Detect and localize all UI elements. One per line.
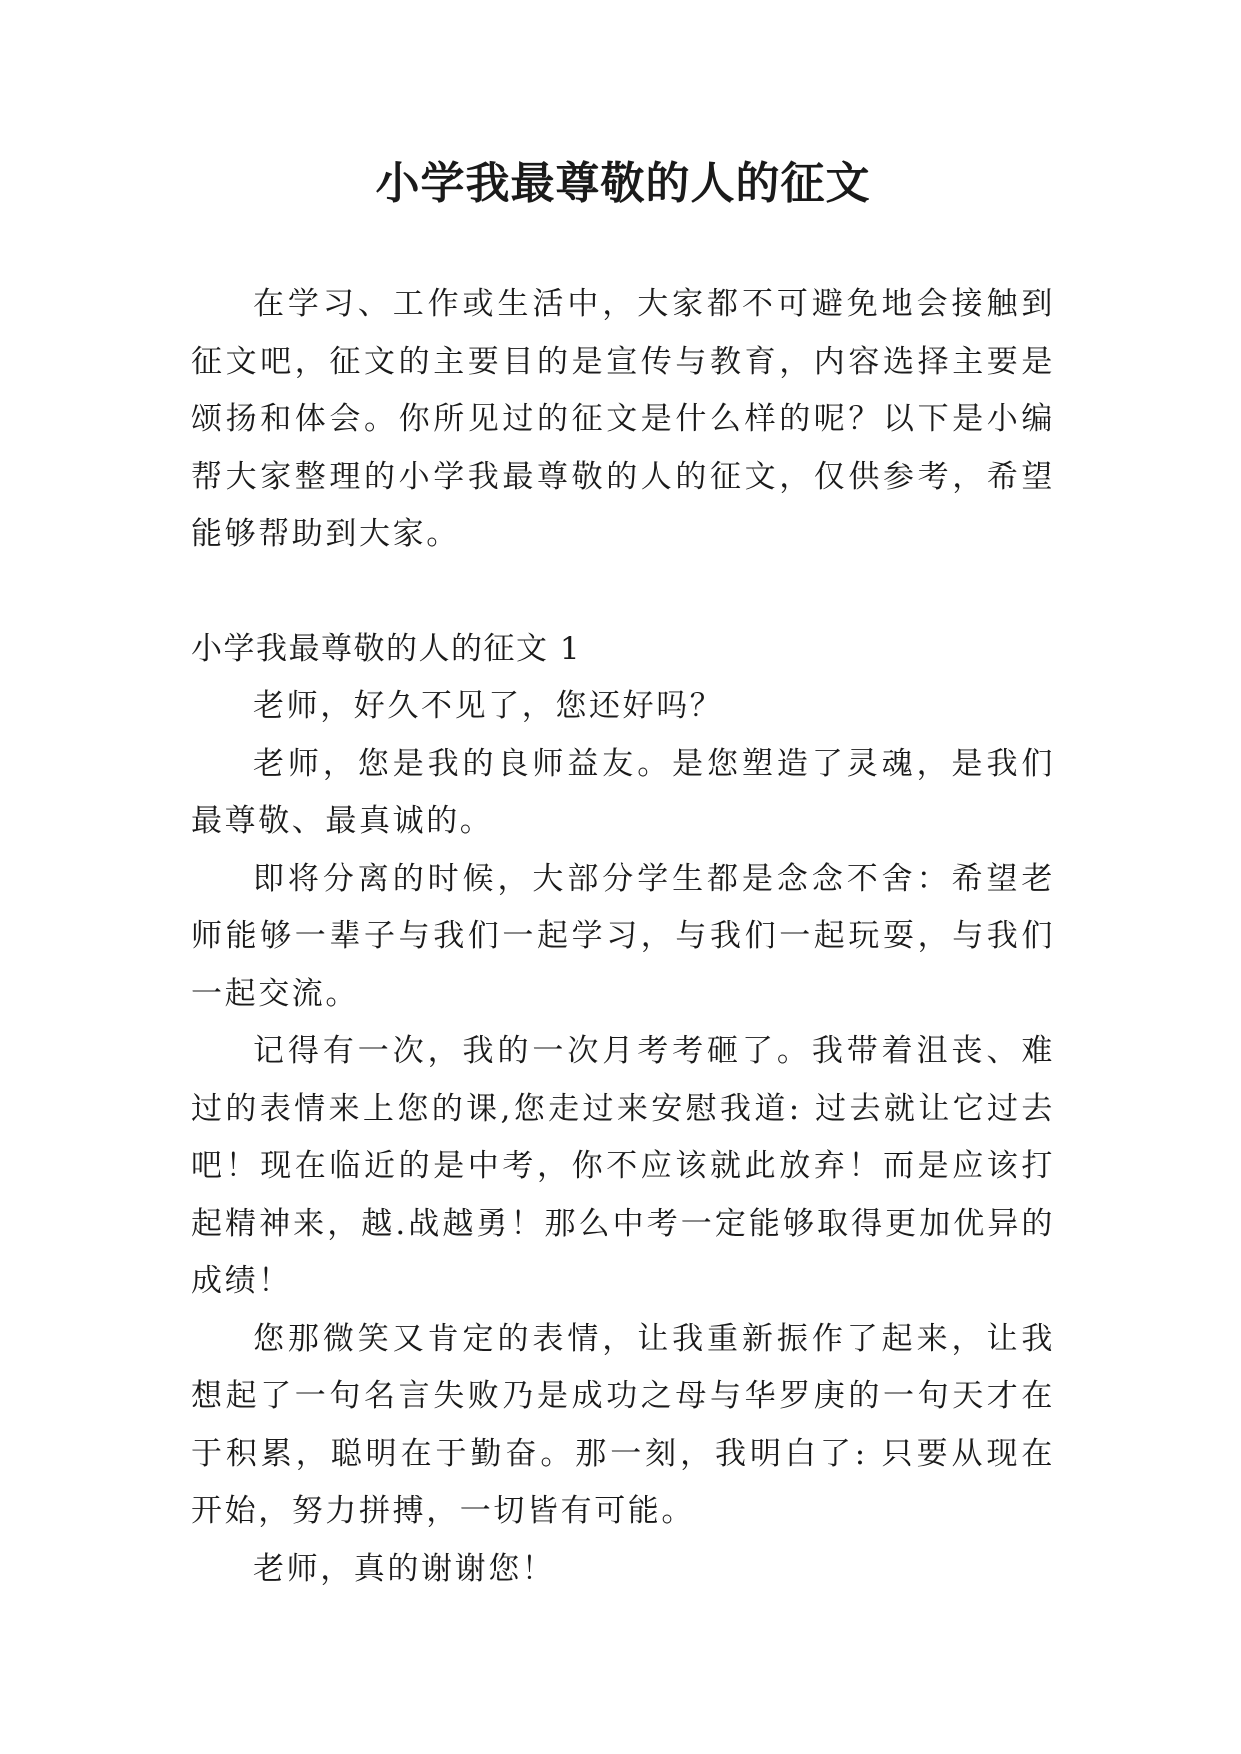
body-paragraph: 记得有一次，我的一次月考考砸了。我带着沮丧、难过的表情来上您的课,您走过来安慰我道: 过去就让它过去吧！现在临近的是中考，你不应该就此放弃！而是应该打起精神来，越.战越勇！那么中考一定能够取得更加优异的成绩！ (191, 1033, 1055, 1299)
section-heading: 小学我最尊敬的人的征文 1 (191, 630, 582, 667)
intro-paragraph: 在学习、工作或生活中，大家都不可避免地会接触到征文吧，征文的主要目的是宣传与教育，内容选择主要是颂扬和体会。你所见过的征文是什么样的呢？以下是小编帮大家整理的小学我最尊敬的人的征文，仅供参考，希望能够帮助到大家。 (191, 286, 1055, 552)
document-body (191, 276, 1055, 1598)
body-paragraph: 即将分离的时候，大部分学生都是念念不舍：希望老师能够一辈子与我们一起学习，与我们一起玩耍，与我们一起交流。 (191, 860, 1055, 1012)
body-paragraph: 您那微笑又肯定的表情，让我重新振作了起来，让我想起了一句名言失败乃是成功之母与华罗庚的一句天才在于积累，聪明在于勤奋。那一刻，我明白了: 只要从现在开始，努力拼搏，一切皆有可能。 (191, 1320, 1055, 1529)
document-title: 小学我最尊敬的人的征文 (375, 158, 871, 209)
body-paragraph: 老师，真的谢谢您！ (253, 1550, 556, 1587)
body-paragraph: 老师，好久不见了，您还好吗？ (253, 688, 724, 724)
paragraph-spacer (191, 564, 1055, 621)
body-paragraph: 老师，您是我的良师益友。是您塑造了灵魂，是我们最尊敬、最真诚的。 (191, 745, 1055, 839)
